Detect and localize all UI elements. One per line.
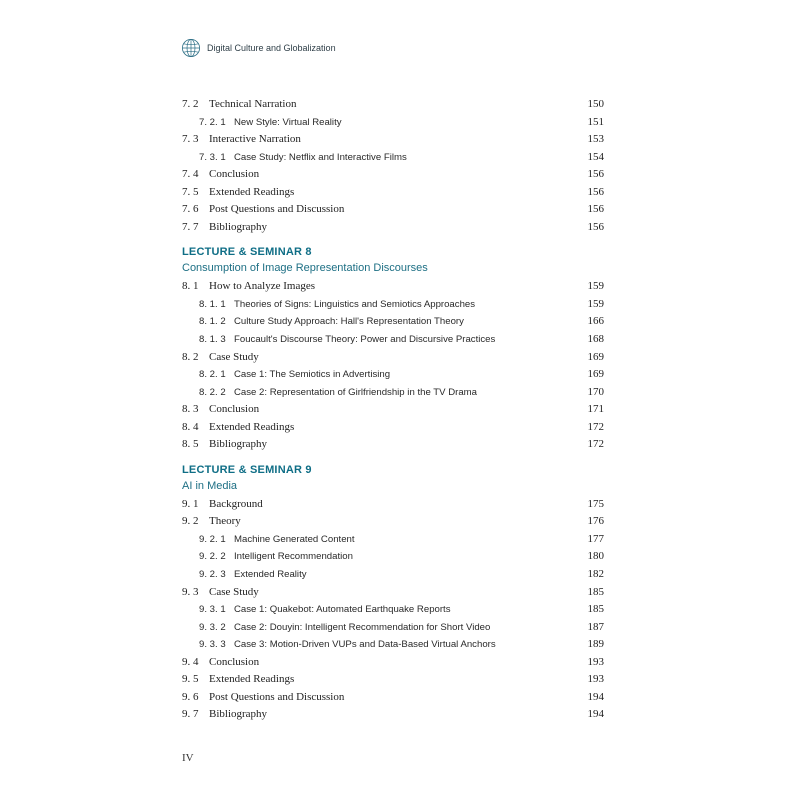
toc-entry: [199, 622, 490, 633]
toc-entry: [182, 280, 315, 292]
section-title: Case 2: Douyin: Intelligent Recommendation for Short Video: [234, 621, 491, 633]
section-number: 9. 7: [182, 708, 199, 721]
section-title: Post Questions and Discussion: [209, 690, 345, 703]
toc-section-row: [182, 219, 604, 237]
toc-entry: [199, 604, 451, 615]
section-title: Foucault's Discourse Theory: Power and Discursive Practices: [234, 334, 496, 346]
toc-subsection-row: [182, 149, 604, 167]
section-title: Bibliography: [209, 220, 268, 233]
section-number: 7. 2. 1: [199, 116, 226, 128]
section-number: 8. 5: [182, 438, 199, 451]
toc-entry: [182, 133, 301, 145]
section-title: New Style: Virtual Reality: [234, 116, 342, 128]
toc-page-number: 175: [587, 497, 604, 510]
toc-entry: [182, 98, 297, 110]
toc-entry: [182, 221, 267, 233]
toc-entry: [199, 152, 407, 163]
toc-entry: [182, 498, 263, 510]
section-title: Case 2: Representation of Girlfriendship in the TV Drama: [234, 386, 477, 398]
section-number: 8. 2. 1: [199, 369, 226, 381]
section-title: Culture Study Approach: Hall's Representation Theory: [234, 316, 464, 328]
toc-page-number: 182: [587, 568, 604, 581]
toc-subsection-row: [182, 384, 604, 402]
toc-entry: [199, 117, 342, 128]
section-number: 9. 3. 2: [199, 621, 226, 633]
running-title: Digital Culture and Globalization: [207, 43, 336, 53]
toc-entry: [182, 708, 267, 720]
toc-subsection-row: [182, 601, 604, 619]
lecture-heading: [182, 454, 604, 478]
section-number: 7. 2: [182, 98, 199, 110]
section-number: 9. 2. 3: [199, 569, 226, 581]
lecture-subtitle: [182, 260, 604, 278]
toc-page-number: 189: [587, 638, 604, 651]
section-number: 8. 2. 2: [199, 386, 226, 398]
section-number: 7. 7: [182, 220, 199, 233]
toc-entry: [182, 656, 259, 668]
lecture-subtitle-text: AI in Media: [182, 479, 238, 492]
toc-page-number: 171: [587, 403, 604, 416]
toc-entry: [182, 403, 259, 415]
section-number: 9. 3. 3: [199, 639, 226, 651]
section-number: 9. 3. 1: [199, 604, 226, 616]
section-title: Extended Reality: [234, 569, 307, 581]
lecture-heading-text: LECTURE & SEMINAR 8: [182, 246, 312, 259]
toc-entry: [182, 186, 294, 198]
section-title: Case 3: Motion-Driven VUPs and Data-Based Virtual Anchors: [234, 639, 496, 651]
toc-subsection-row: [182, 114, 604, 132]
toc-section-row: [182, 166, 604, 184]
section-title: Case 1: Quakebot: Automated Earthquake Reports: [234, 604, 451, 616]
section-number: 9. 6: [182, 690, 199, 703]
toc-entry: [182, 586, 259, 598]
section-number: 7. 5: [182, 185, 199, 198]
toc-entry: [199, 534, 355, 545]
section-title: Conclusion: [209, 168, 260, 181]
toc-section-row: [182, 278, 604, 296]
section-title: Case Study: Netflix and Interactive Films: [234, 151, 407, 163]
running-head: [181, 37, 336, 59]
toc-page-number: 193: [587, 655, 604, 668]
toc-entry: [182, 438, 267, 450]
section-title: Bibliography: [209, 708, 268, 721]
section-number: 7. 4: [182, 168, 199, 181]
toc-section-row: [182, 706, 604, 724]
toc-entry: [199, 551, 353, 562]
section-number: 8. 1. 2: [199, 316, 226, 328]
section-number: 7. 6: [182, 203, 199, 216]
section-number: 9. 4: [182, 655, 199, 668]
toc-subsection-row: [182, 313, 604, 331]
toc-section-row: [182, 584, 604, 602]
toc-page-number: 166: [587, 315, 604, 328]
lecture-subtitle: [182, 478, 604, 496]
toc-page-number: 156: [587, 203, 604, 216]
toc-section-row: [182, 671, 604, 689]
toc-entry: [199, 369, 390, 380]
section-number: 8. 4: [182, 420, 199, 433]
toc-page-number: 172: [587, 420, 604, 433]
section-title: Interactive Narration: [209, 133, 301, 146]
section-number: 8. 1. 1: [199, 298, 226, 310]
section-number: 9. 2. 2: [199, 551, 226, 563]
section-number: 9. 2: [182, 515, 199, 528]
section-title: Bibliography: [209, 438, 268, 451]
toc-subsection-row: [182, 366, 604, 384]
toc-page-number: 180: [587, 550, 604, 563]
toc-section-row: [182, 131, 604, 149]
toc-subsection-row: [182, 296, 604, 314]
toc-page-number: 187: [587, 620, 604, 633]
lecture-heading-text: LECTURE & SEMINAR 9: [182, 463, 312, 476]
section-number: 7. 3: [182, 133, 199, 146]
toc-page-number: 156: [587, 220, 604, 233]
toc-entry: [199, 387, 477, 398]
toc-subsection-row: [182, 619, 604, 637]
toc-entry: [182, 168, 259, 180]
section-number: 7. 3. 1: [199, 151, 226, 163]
toc-entry: [182, 515, 241, 527]
section-number: 9. 1: [182, 497, 199, 510]
toc-subsection-row: [182, 331, 604, 349]
section-number: 8. 1. 3: [199, 334, 226, 346]
section-title: Background: [209, 497, 263, 510]
section-title: Conclusion: [209, 655, 260, 668]
section-number: 8. 2: [182, 350, 199, 363]
section-title: Machine Generated Content: [234, 533, 355, 545]
toc-page-number: 151: [587, 115, 604, 128]
section-title: Extended Readings: [209, 185, 295, 198]
section-number: 9. 5: [182, 673, 199, 686]
toc-page-number: 185: [587, 585, 604, 598]
toc-page-number: 194: [587, 708, 604, 721]
lecture-heading: [182, 236, 604, 260]
toc-section-row: [182, 96, 604, 114]
section-title: Conclusion: [209, 403, 260, 416]
toc-subsection-row: [182, 566, 604, 584]
toc-page-number: 159: [587, 280, 604, 293]
section-title: Extended Readings: [209, 420, 295, 433]
toc-section-row: [182, 654, 604, 672]
toc-page-number: 169: [587, 368, 604, 381]
section-title: Case 1: The Semiotics in Advertising: [234, 369, 391, 381]
toc-section-row: [182, 349, 604, 367]
toc-page-number: 156: [587, 185, 604, 198]
toc-section-row: [182, 419, 604, 437]
section-number: 8. 1: [182, 280, 199, 293]
toc-page-number: 156: [587, 168, 604, 181]
toc-page-number: 193: [587, 673, 604, 686]
toc-subsection-row: [182, 548, 604, 566]
toc-section-row: [182, 513, 604, 531]
toc-subsection-row: [182, 636, 604, 654]
section-title: Extended Readings: [209, 673, 295, 686]
toc-section-row: [182, 201, 604, 219]
toc-page-number: 154: [587, 150, 604, 163]
toc-entry: [182, 203, 344, 215]
toc-page-number: 185: [587, 603, 604, 616]
toc-entry: [199, 334, 495, 345]
toc-entry: [182, 673, 294, 685]
toc-page-number: 169: [587, 350, 604, 363]
section-title: Case Study: [209, 585, 259, 598]
toc-section-row: [182, 184, 604, 202]
section-title: Intelligent Recommendation: [234, 551, 353, 563]
section-title: Theory: [209, 515, 241, 528]
toc-entry: [199, 639, 496, 650]
toc-page-number: 153: [587, 133, 604, 146]
globe-icon: [181, 38, 201, 58]
toc-section-row: [182, 689, 604, 707]
toc-page-number: 194: [587, 690, 604, 703]
section-title: How to Analyze Images: [209, 280, 315, 293]
toc-page-number: 176: [587, 515, 604, 528]
toc-subsection-row: [182, 531, 604, 549]
toc-page-number: 168: [587, 333, 604, 346]
toc-section-row: [182, 436, 604, 454]
section-title: Technical Narration: [209, 98, 297, 110]
toc-page-number: 170: [587, 385, 604, 398]
section-number: 9. 2. 1: [199, 533, 226, 545]
toc-entry: [199, 299, 475, 310]
toc-entry: [199, 316, 464, 327]
toc-entry: [182, 691, 344, 703]
toc-page-number: 159: [587, 297, 604, 310]
lecture-subtitle-text: Consumption of Image Representation Discourses: [182, 262, 428, 275]
section-title: Theories of Signs: Linguistics and Semiotics Approaches: [234, 298, 476, 310]
page-number: IV: [182, 752, 194, 764]
toc-page-number: 177: [587, 532, 604, 545]
toc-page-number: 172: [587, 438, 604, 451]
toc-entry: [199, 569, 307, 580]
section-title: Case Study: [209, 350, 259, 363]
toc-section-row: [182, 401, 604, 419]
table-of-contents: [182, 96, 604, 724]
toc-entry: [182, 421, 294, 433]
section-number: 9. 3: [182, 585, 199, 598]
section-number: 8. 3: [182, 403, 199, 416]
section-title: Post Questions and Discussion: [209, 203, 345, 216]
toc-entry: [182, 351, 259, 363]
toc-page-number: 150: [587, 98, 604, 110]
toc-section-row: [182, 496, 604, 514]
